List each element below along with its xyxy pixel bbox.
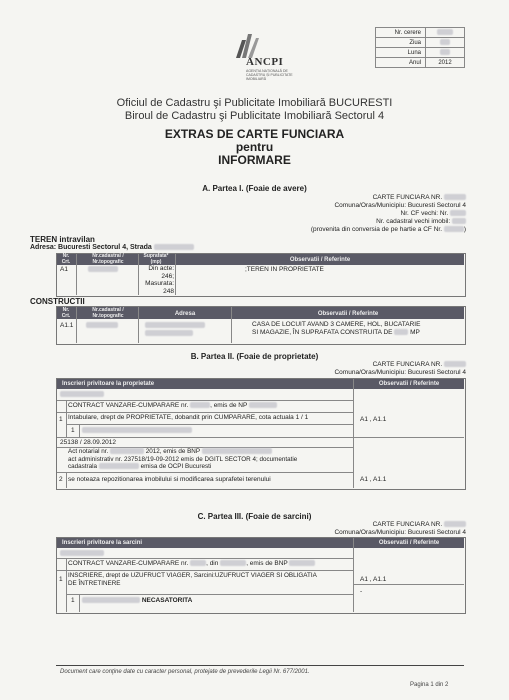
redacted-value (249, 402, 277, 408)
row-line (66, 424, 353, 425)
teren-col-cadastral: Nr.cadastral / Nr.topografic (92, 253, 124, 265)
teren-address (30, 244, 194, 251)
redacted-value (110, 448, 144, 454)
constr-row-cadastral (86, 322, 118, 330)
sarcini-col-observatii: Observatii / Referinte (378, 540, 440, 546)
suprafata-masurata-value: 248 (163, 287, 174, 295)
redacted-value (444, 226, 464, 232)
redacted-value (190, 560, 206, 566)
proprietate-entry1-nr: 1 (59, 416, 63, 423)
proprietate-entry2-nr: 2 (59, 476, 63, 483)
proprietate-reg-1 (60, 391, 104, 399)
teren-col-suprafata: Suprafata* (mp) (143, 253, 169, 265)
redacted-value (440, 49, 450, 55)
row-line (57, 400, 353, 401)
part1-heading: A. Partea I. (Foaie de avere) (202, 184, 307, 193)
sarcini-entry1-line1: INSCRIERE, drept de UZUFRUCT VIAGER, Sarcini:UZUFRUCT VIAGER SI OBLIGATIA (68, 572, 317, 579)
sarcini-entry1-sub: 1 (71, 597, 75, 604)
sarcini-divider (353, 538, 354, 612)
request-number-value (426, 28, 465, 38)
part1-cf-vechi-label: Nr. CF vechi: Nr. (400, 210, 449, 217)
proprietate-entry1-text: Intabulare, drept de PROPRIETATE, dobandit prin CUMPARARE, cota actuala 1 / 1 (68, 414, 309, 421)
constructii-title: CONSTRUCTII (30, 297, 85, 306)
part3-cf-number (216, 521, 466, 529)
teren-row-suprafata (140, 265, 174, 295)
redacted-value (440, 39, 450, 45)
part3-heading: C. Partea III. (Foaie de sarcini) (197, 512, 312, 521)
part3-location: Comuna/Oras/Municipiu: Bucuresti Sectorul 4 (334, 529, 466, 536)
part2-cf-number (216, 361, 466, 369)
doc-title-informare: INFORMARE (218, 153, 291, 167)
constr-obs-unit: MP (410, 329, 420, 336)
redacted-value (86, 322, 118, 328)
sarcini-contract-mid2: , emis de BNP (246, 560, 288, 567)
suprafata-masurata-label: Masurata: (145, 280, 174, 287)
redacted-value (60, 391, 104, 397)
constr-divider (138, 307, 139, 343)
teren-divider (175, 254, 176, 295)
constr-row-adresa (145, 322, 205, 338)
constr-divider (76, 307, 77, 343)
request-number-label: Nr. cerere (376, 28, 426, 38)
part1-cf-vechi (216, 210, 466, 218)
sarcini-reg-1 (60, 550, 104, 558)
suprafata-acte-label: Din acte: (148, 265, 174, 272)
act-line3 (68, 463, 353, 471)
office-line-1: Oficiul de Cadastru şi Publicitate Imobiliară BUCURESTI (116, 97, 393, 109)
part1-cad-vechi-label: Nr. cadastral vechi imobil: (376, 218, 451, 225)
part2-cf-number-label: CARTE FUNCIARA NR. (372, 361, 443, 368)
proprietate-col-inscrieri: Inscrieri privitoare la proprietate (62, 381, 155, 387)
redacted-value (220, 560, 246, 566)
redacted-value (82, 427, 192, 433)
part2-heading: B. Partea II. (Foaie de proprietate) (190, 352, 319, 361)
act-line1-mid: 2012, emis de BNP (145, 448, 200, 455)
sarcini-contract-label: CONTRACT VANZARE-CUMPARARE nr. (68, 560, 189, 567)
request-info-table (375, 27, 465, 68)
part3-cf-info (216, 521, 466, 537)
proprietate-entry1-ref: A1 , A1.1 (360, 416, 387, 423)
redacted-value (444, 194, 466, 200)
request-month-value (426, 48, 465, 58)
redacted-value (202, 448, 272, 454)
proprietate-contract (68, 402, 277, 410)
act-line2: act administrativ nr. 237518/19-09-2012 emis de DGITL SECTOR 4; documentatie (68, 455, 298, 463)
request-year-label: Anul (376, 58, 426, 68)
sarcini-entry1-text (68, 572, 353, 588)
sarcini-contract (68, 560, 315, 568)
proprietate-entry2-ref: A1 , A1.1 (360, 476, 387, 483)
redacted-value (289, 560, 315, 566)
part3-cf-number-label: CARTE FUNCIARA NR. (372, 521, 443, 528)
constr-col-cadastral: Nr.cadastral / Nr.topografic (92, 307, 124, 319)
constr-col-observatii: Observatii / Referinte (317, 311, 379, 317)
redacted-value (82, 597, 140, 603)
part1-cad-vechi (216, 218, 466, 226)
constr-row-observatii (252, 321, 462, 337)
row-line (66, 594, 353, 595)
redacted-value (60, 550, 104, 556)
act-line1 (68, 448, 353, 456)
request-day-value (426, 38, 465, 48)
proprietate-col-observatii: Observatii / Referinte (378, 381, 440, 387)
teren-col-observatii: Observatii / Referinte (289, 257, 351, 263)
constr-col-adresa: Adresa (174, 311, 196, 317)
redacted-value (452, 218, 466, 224)
logo-subtitle: AGENȚIA NAȚIONALĂ DE CADASTRU ȘI PUBLICITATE IMOBILIARĂ (246, 69, 293, 81)
teren-title: TEREN intravilan (30, 235, 95, 244)
part1-provenita-end: ) (463, 226, 466, 233)
constr-row-nr: A1.1 (60, 322, 74, 329)
part1-cf-info (216, 194, 466, 234)
redacted-value (154, 244, 194, 250)
proprietate-divider (353, 379, 354, 488)
sarcini-entry1-nr: 1 (59, 576, 63, 583)
office-line-2: Biroul de Cadastru şi Publicitate Imobiliară Sectorul 4 (124, 110, 385, 122)
entry-divider (66, 558, 67, 612)
sarcini-entry1-dash: - (360, 588, 363, 595)
row-line (353, 584, 464, 585)
doc-title-pentru: pentru (235, 140, 274, 154)
redacted-value (99, 463, 139, 469)
act-line3-end: emisa de OCPI Bucuresti (140, 463, 212, 470)
footer-note: Document care conţine date cu caracter personal, protejate de prevederile Legii Nr. 677/2001. (60, 669, 310, 675)
part1-provenita (216, 226, 466, 234)
teren-row-nr: A1 (60, 266, 68, 273)
logo-name: ANCPI (246, 56, 284, 68)
redacted-value (190, 402, 210, 408)
part2-cf-info (216, 361, 466, 377)
constr-col-nr: Nr. Crt. (61, 307, 71, 319)
constr-divider (231, 307, 232, 343)
suprafata-acte-value: 246; (161, 272, 174, 280)
row-line (57, 472, 353, 473)
redacted-value (88, 266, 118, 272)
request-day-label: Ziua (376, 38, 426, 48)
teren-divider (138, 254, 139, 295)
teren-row-observatii: ;TEREN IN PROPRIETATE (245, 266, 324, 273)
part1-provenita-label: (provenita din conversia de pe hartie a CF Nr. (310, 226, 443, 233)
row-line (57, 437, 464, 438)
teren-divider (76, 254, 77, 295)
proprietate-contract-label: CONTRACT VANZARE-CUMPARARE nr. (68, 402, 189, 409)
part2-location: Comuna/Oras/Municipiu: Bucuresti Sectorul 4 (334, 369, 466, 376)
act-line1-label: Act notarial nr. (68, 448, 109, 455)
constr-obs-line2-text: SI MAGAZIE, ÎN SUPRAFATA CONSTRUITA DE (252, 329, 393, 336)
part1-cf-number (216, 194, 466, 202)
row-line (57, 412, 353, 413)
redacted-value (444, 361, 466, 367)
proprietate-entry1-sub: 1 (71, 427, 75, 434)
constr-obs-line1: CASA DE LOCUIT AVAND 3 CAMERE, HOL, BUCATARIE (252, 321, 421, 328)
teren-row-cadastral (88, 266, 118, 274)
part1-location: Comuna/Oras/Municipiu: Bucuresti Sectorul 4 (334, 202, 466, 209)
proprietate-entry1-owner (82, 427, 192, 435)
request-month-label: Luna (376, 48, 426, 58)
constr-obs-line2 (252, 329, 462, 337)
part1-cf-number-label: CARTE FUNCIARA NR. (372, 194, 443, 201)
proprietate-act (68, 448, 353, 471)
entry-divider (66, 400, 67, 437)
proprietate-entry2-text: se noteaza repozitionarea imobilului si modificarea suprafetei terenului (68, 476, 271, 483)
request-year-value: 2012 (426, 58, 465, 68)
entry-divider (66, 472, 67, 488)
footer-rule (56, 665, 464, 666)
row-line (57, 570, 353, 571)
sarcini-entry1-line2: DE ÎNTRETINERE (68, 580, 121, 587)
entry-divider (79, 594, 80, 612)
sarcini-entry1-ref: A1 , A1.1 (360, 576, 387, 583)
teren-address-text: Adresa: Bucuresti Sectorul 4, Strada (30, 244, 152, 251)
redacted-value (437, 29, 453, 35)
proprietate-reg-date: 25138 / 28.09.2012 (60, 439, 117, 446)
page-number: Pagina 1 din 2 (410, 682, 449, 688)
proprietate-contract-mid: , emis de NP (210, 402, 248, 409)
entry-divider (79, 424, 80, 437)
teren-col-nr: Nr. Crt. (61, 253, 71, 265)
redacted-value (444, 521, 466, 527)
redacted-value (394, 329, 408, 335)
sarcini-entry1-person (82, 597, 192, 605)
sarcini-contract-mid1: , din (206, 560, 219, 567)
sarcini-col-inscrieri: Inscrieri privitoare la sarcini (62, 540, 143, 546)
redacted-value (145, 330, 193, 336)
doc-title: EXTRAS DE CARTE FUNCIARA (164, 127, 345, 141)
redacted-value (450, 210, 466, 216)
ancpi-logo (228, 30, 308, 90)
redacted-value (145, 322, 205, 328)
act-line3-start: cadastrala (68, 463, 98, 470)
sarcini-entry1-person-status: NECASATORITA (141, 597, 193, 604)
row-line (57, 558, 353, 559)
